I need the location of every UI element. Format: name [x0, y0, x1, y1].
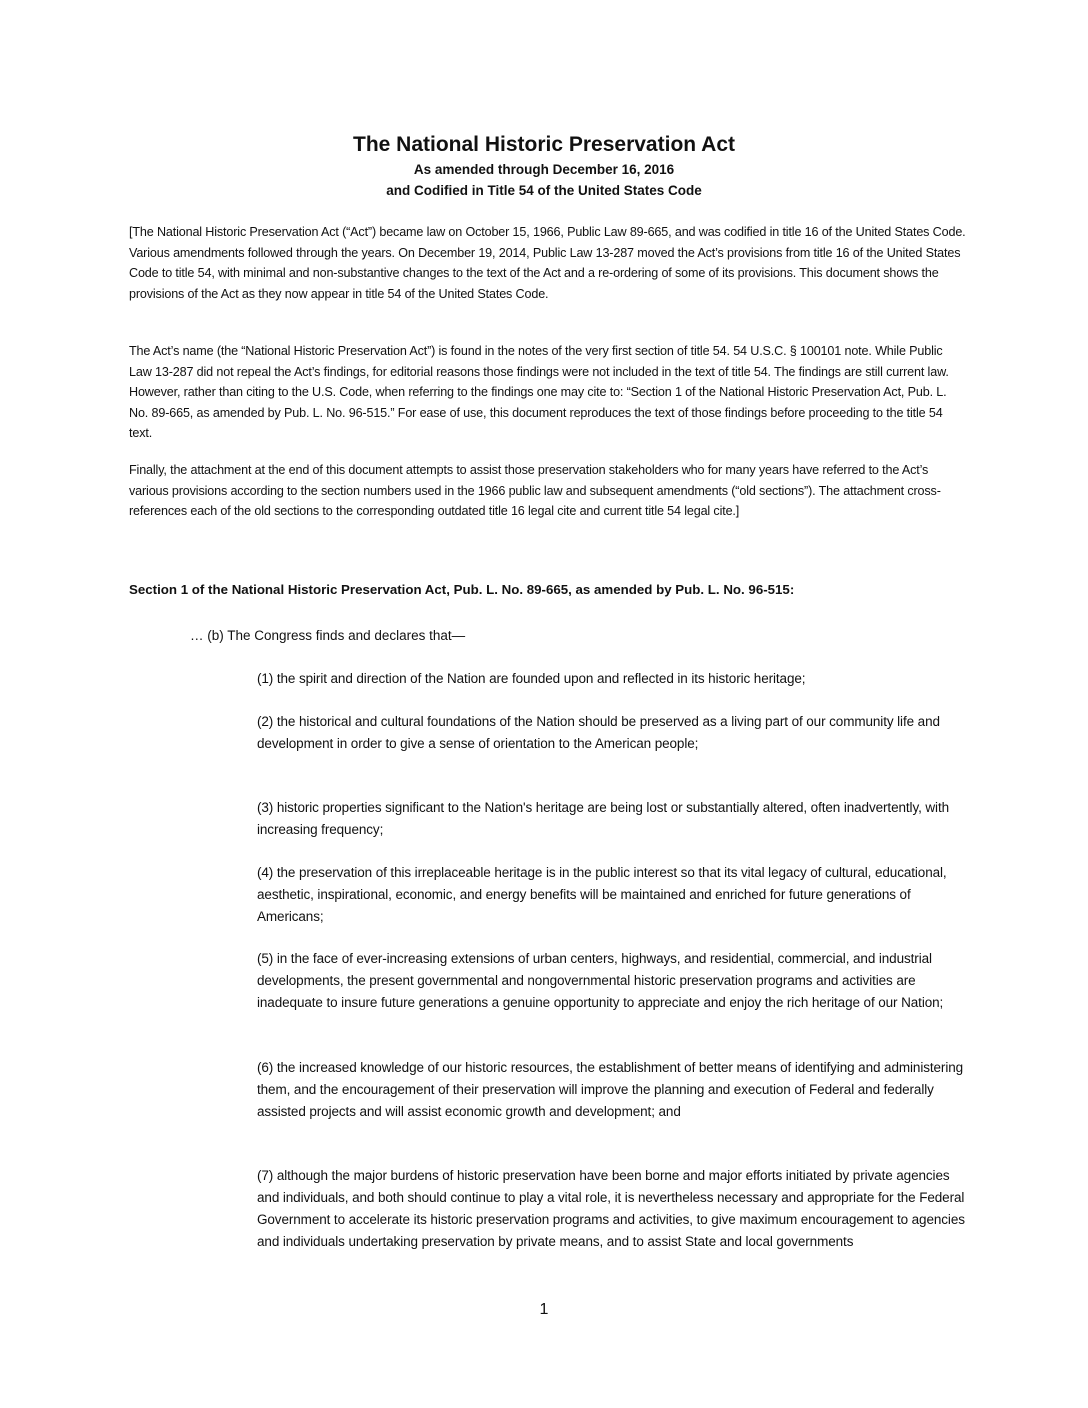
intro-paragraph: The Act’s name (the “National Historic Preservation Act”) is found in the notes of the very first section of title 54. 54 U.S.C. § 100101 note. While Public Law 13-287 did not repeal the Act’s findings, for editorial reasons those findings were not included in the text of title 54. The findings are still current law. However, rather than citing to the U.S. Code, when referring to the findings one may cite to: “Section 1 of the National Historic Preservation Act, Pub. L. No. 89-665, as amended by Pub. L. No. 96-515.” For ease of use, this document reproduces the text of those findings before proceeding to the title 54 text. [129, 344, 949, 441]
document-title: The National Historic Preservation Act [353, 133, 735, 156]
finding-item: (1) the spirit and direction of the Nation are founded upon and reflected in its historic heritage; [257, 671, 806, 686]
intro-paragraph: [The National Historic Preservation Act (“Act”) became law on October 15, 1966, Public Law 89-665, and was codified in title 16 of the United States Code. Various amendments followed through the years. On December 19, 2014, Public Law 13-287 moved the Act’s provisions from title 16 of the United States Code to title 54, with minimal and non-substantive changes to the text of the Act and a re-ordering of some of its provisions. This document shows the provisions of the Act as they now appear in title 54 of the United States Code. [129, 225, 966, 301]
document-subtitle-line1: As amended through December 16, 2016 [413, 162, 675, 177]
intro-paragraph: Finally, the attachment at the end of this document attempts to assist those preservation stakeholders who for many years have referred to the Act’s various provisions according to the section numbers used in the 1966 public law and subsequent amendments (“old sections”). The attachment cross-references each of the old sections to the corresponding outdated title 16 legal cite and current title 54 legal cite.] [129, 463, 941, 519]
finding-item: (4) the preservation of this irreplaceable heritage is in the public interest so that its vital legacy of cultural, educational, aesthetic, inspirational, economic, and energy benefits will be maintained and enriched for future generations of Americans; [257, 865, 947, 924]
title-block [0, 131, 1088, 201]
finding-item: (6) the increased knowledge of our historic resources, the establishment of better means of identifying and administering them, and the encouragement of their preservation will improve the planning and execution of Federal and federally assisted projects and will assist economic growth and development; and [257, 1060, 964, 1119]
finding-item: (7) although the major burdens of historic preservation have been borne and major efforts initiated by private agencies and individuals, and both should continue to play a vital role, it is nevertheless necessary and appropriate for the Federal Government to accelerate its historic preservation programs and activities, to give maximum encouragement to agencies and individuals undertaking preservation by private means, and to assist State and local governments [257, 1168, 965, 1249]
document-subtitle-line2: and Codified in Title 54 of the United States Code [386, 183, 702, 198]
clause-b: … (b) The Congress finds and declares that— [190, 628, 466, 643]
section-heading: Section 1 of the National Historic Preservation Act, Pub. L. No. 89-665, as amended by Pub. L. No. 96-515: [129, 582, 795, 597]
finding-item: (2) the historical and cultural foundations of the Nation should be preserved as a living part of our community life and development in order to give a sense of orientation to the American people; [257, 714, 940, 751]
finding-item: (3) historic properties significant to the Nation's heritage are being lost or substantially altered, often inadvertently, with increasing frequency; [257, 800, 949, 837]
finding-item: (5) in the face of ever-increasing extensions of urban centers, highways, and residential, commercial, and industrial developments, the present governmental and nongovernmental historic preservation programs and activities are inadequate to insure future generations a genuine opportunity to appreciate and enjoy the rich heritage of our Nation; [257, 951, 944, 1010]
page-number: 1 [539, 1301, 549, 1318]
